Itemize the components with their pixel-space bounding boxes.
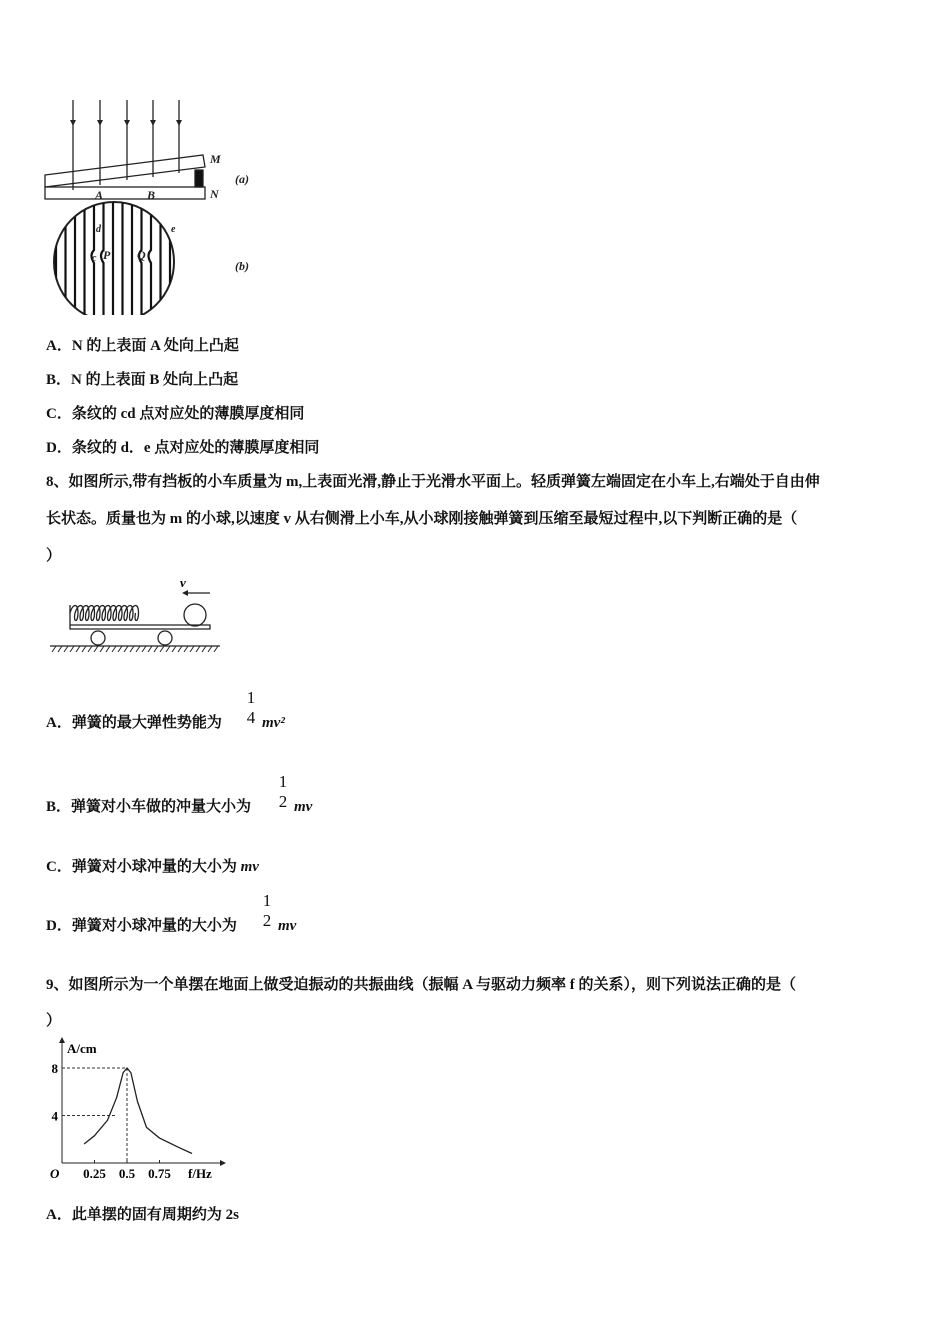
fraction-one-quarter: 1 4 [246, 688, 256, 727]
svg-text:P: P [103, 248, 111, 262]
svg-text:B: B [147, 188, 156, 202]
x-tick-label: 0.25 [83, 1166, 106, 1180]
ground-hatch [160, 646, 164, 652]
q8-stem-line3: ） [46, 548, 62, 564]
ground-hatch [130, 646, 134, 652]
q8-option-b-tail: mv [294, 799, 313, 815]
ground-hatch [214, 646, 218, 652]
ground-hatch [70, 646, 74, 652]
y-axis-label: A/cm [67, 1041, 97, 1056]
ground-hatch [142, 646, 146, 652]
fraction-one-half: 1 2 [262, 891, 272, 930]
ground-hatch [76, 646, 80, 652]
ground-hatch [178, 646, 182, 652]
x-tick-label: 0.5 [118, 1166, 136, 1180]
ground-hatch [118, 646, 122, 652]
ground-hatch [64, 646, 68, 652]
q7-option-b: B．N 的上表面 B 处向上凸起 [46, 372, 239, 388]
fraction-one-half: 1 2 [278, 772, 288, 811]
q9-stem-line2: ） [46, 1013, 62, 1029]
y-tick-label: 4 [51, 1108, 58, 1124]
svg-text:A: A [95, 188, 104, 202]
ground-hatch [100, 646, 104, 652]
thin-film-figure [40, 95, 270, 315]
ground-hatch [52, 646, 56, 652]
x-axis-arrow [220, 1160, 226, 1166]
svg-text:N: N [210, 187, 219, 201]
q8-stem-line2: 长状态。质量也为 m 的小球,以速度 v 从右侧滑上小车,从小球刚接触弹簧到压缩至最短过程中,以下判断正确的是（ [46, 511, 798, 527]
origin-label: O [50, 1166, 60, 1180]
resonance-curve-chart [40, 1035, 230, 1180]
q8-option-d: D．弹簧对小球冲量的大小为 [46, 918, 237, 934]
q8-option-a-tail: mv² [262, 715, 285, 731]
ground-hatch [124, 646, 128, 652]
ground-hatch [148, 646, 152, 652]
cart-spring-figure [45, 575, 225, 660]
ground-hatch [196, 646, 200, 652]
q7-option-d: D．条纹的 d．e 点对应处的薄膜厚度相同 [46, 440, 320, 456]
q8-option-c: C．弹簧对小球冲量的大小为 mv [46, 859, 259, 875]
y-tick-label: 8 [51, 1061, 58, 1076]
q7-option-a: A．N 的上表面 A 处向上凸起 [46, 338, 239, 354]
svg-text:v: v [180, 575, 186, 590]
q8-stem-line1: 8、如图所示,带有挡板的小车质量为 m,上表面光滑,静止于光滑水平面上。轻质弹簧左端固定在小车上,右端处于自由伸 [46, 474, 820, 490]
q8-option-b: B．弹簧对小车做的冲量大小为 [46, 799, 252, 815]
ground-hatch [190, 646, 194, 652]
ground-hatch [82, 646, 86, 652]
ground-hatch [106, 646, 110, 652]
ground-hatch [202, 646, 206, 652]
x-tick-label: 0.75 [148, 1166, 171, 1180]
ground-hatch [58, 646, 62, 652]
ground-hatch [184, 646, 188, 652]
svg-text:(a): (a) [235, 172, 249, 186]
ground-hatch [166, 646, 170, 652]
ground-hatch [112, 646, 116, 652]
q9-option-a: A．此单摆的固有周期约为 2s [46, 1207, 239, 1223]
svg-text:e: e [171, 224, 176, 235]
ground-hatch [154, 646, 158, 652]
q8-option-d-tail: mv [278, 918, 297, 934]
svg-text:(b): (b) [235, 259, 249, 273]
svg-text:c: c [92, 253, 97, 264]
svg-text:M: M [210, 152, 221, 166]
y-axis-arrow [59, 1037, 65, 1043]
ground-hatch [208, 646, 212, 652]
ground-hatch [88, 646, 92, 652]
ground-hatch [172, 646, 176, 652]
ground-hatch [136, 646, 140, 652]
q8-option-a: A．弹簧的最大弹性势能为 [46, 715, 222, 731]
svg-text:d: d [96, 224, 101, 235]
resonance-curve [84, 1068, 192, 1154]
x-axis-label: f/Hz [188, 1166, 212, 1180]
q9-stem-line1: 9、如图所示为一个单摆在地面上做受迫振动的共振曲线（振幅 A 与驱动力频率 f 的关系），则下列说法正确的是（ [46, 977, 797, 993]
svg-text:Q: Q [137, 248, 146, 262]
q7-option-c: C．条纹的 cd 点对应处的薄膜厚度相同 [46, 406, 305, 422]
ground-hatch [94, 646, 98, 652]
